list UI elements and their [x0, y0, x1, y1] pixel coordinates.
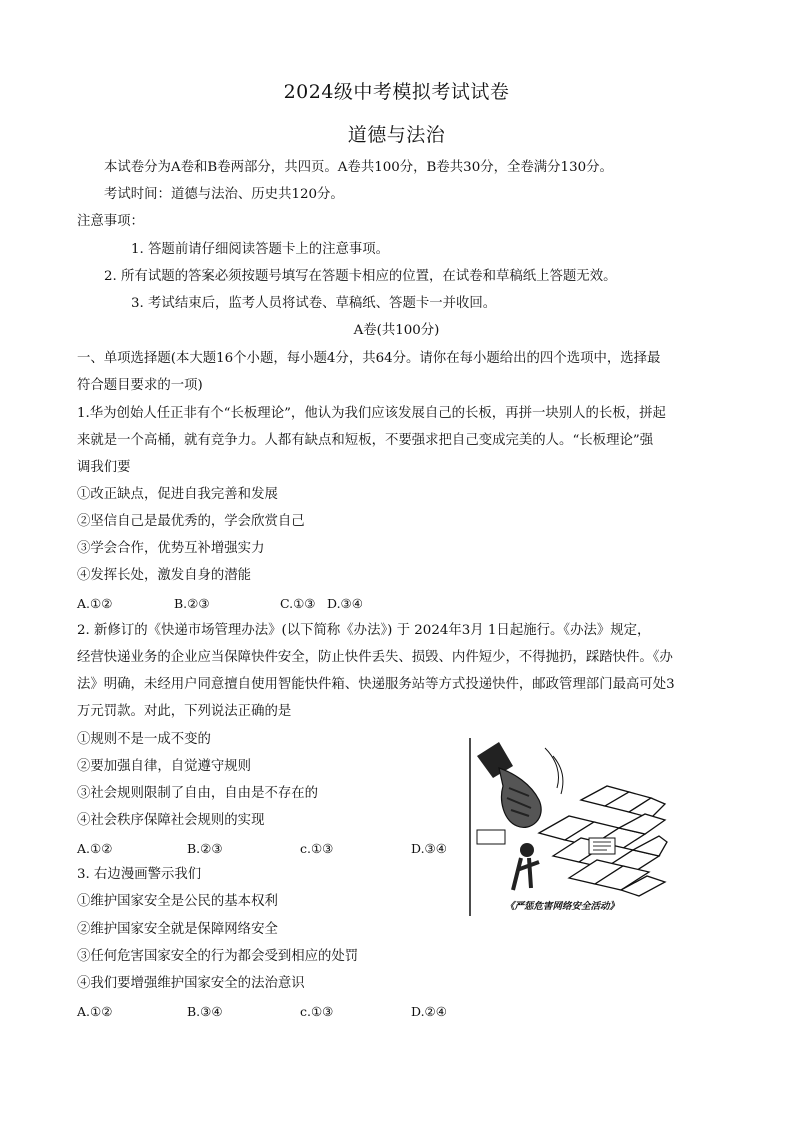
note-item: 3. 考试结束后，监考人员将试卷、草稿纸、答题卡一并收回。 — [131, 296, 497, 311]
option-c: C.①③ — [280, 596, 316, 611]
cartoon-caption: 《严惩危害网络安全活动》 — [505, 901, 620, 912]
question-stem: 1.华为创始人任正非有个“长板理论”，他认为我们应该发展自己的长板，再拼一块别人的长板，拼起 — [77, 406, 666, 421]
part-heading: 符合题目要求的一项) — [77, 378, 203, 393]
question-stem: 3. 右边漫画警示我们 — [77, 867, 202, 882]
option-b: B.②③ — [187, 841, 223, 856]
statement-item: ④社会秩序保障社会规则的实现 — [77, 813, 265, 828]
statement-item: ④我们要增强维护国家安全的法治意识 — [77, 976, 305, 991]
question-stem: 2. 新修订的《快递市场管理办法》(以下简称《办法》) 于 2024年3月 1日起施行。《办法》规定， — [77, 623, 651, 638]
option-a: A.①② — [77, 596, 113, 611]
statement-item: ③社会规则限制了自由，自由是不存在的 — [77, 786, 319, 801]
cartoon-image — [469, 738, 668, 916]
option-d: D.②④ — [411, 1004, 447, 1019]
option-d: D.③④ — [327, 596, 363, 611]
statement-item: ③任何危害国家安全的行为都会受到相应的处罚 — [77, 949, 359, 964]
statement-item: ①维护国家安全是公民的基本权利 — [77, 894, 278, 909]
option-a: A.①② — [77, 1004, 113, 1019]
option-a: A.①② — [77, 841, 113, 856]
statement-item: ①规则不是一成不变的 — [77, 732, 211, 747]
question-stem: 经营快递业务的企业应当保障快件安全，防止快件丢失、损毁、内件短少，不得抛扔，踩踏快件。《办 — [77, 650, 673, 665]
note-item: 2. 所有试题的答案必须按题号填写在答题卡相应的位置，在试卷和草稿纸上答题无效。 — [104, 269, 617, 284]
exam-title: 2024级中考模拟考试试卷 — [283, 81, 510, 103]
option-d: D.③④ — [411, 841, 447, 856]
question-stem: 来就是一个高桶，就有竞争力。人都有缺点和短板，不要强求把自己变成完美的人。“长板理论”强 — [77, 433, 654, 448]
subject-title: 道德与法治 — [347, 124, 446, 146]
note-item: 1. 答题前请仔细阅读答题卡上的注意事项。 — [131, 242, 390, 257]
statement-item: ②维护国家安全就是保障网络安全 — [77, 922, 278, 937]
section-heading: A卷(共100分) — [353, 323, 440, 338]
question-stem: 万元罚款。对此，下列说法正确的是 — [77, 704, 292, 719]
question-stem: 法》明确，未经用户同意擅自使用智能快件箱、快递服务站等方式投递快件，邮政管理部门最高可处3 — [77, 677, 675, 692]
statement-item: ③学会合作，优势互补增强实力 — [77, 541, 265, 556]
statement-item: ④发挥长处，激发自身的潜能 — [77, 568, 252, 583]
notes-heading: 注意事项： — [77, 214, 144, 229]
intro-line: 考试时间：道德与法治、历史共120分。 — [104, 187, 344, 202]
part-heading: 一、单项选择题(本大题16个小题，每小题4分，共64分。请你在每小题给出的四个选项中，选择最 — [77, 351, 661, 366]
option-b: B.③④ — [187, 1004, 223, 1019]
statement-item: ①改正缺点，促进自我完善和发展 — [77, 487, 278, 502]
option-b: B.②③ — [174, 596, 210, 611]
cartoon-illustration — [469, 738, 668, 916]
option-c: c.①③ — [300, 841, 334, 856]
statement-item: ②要加强自律，自觉遵守规则 — [77, 759, 252, 774]
statement-item: ②坚信自己是最优秀的，学会欣赏自己 — [77, 514, 305, 529]
intro-line: 本试卷分为A卷和B卷两部分，共四页。A卷共100分，B卷共30分，全卷满分130分。 — [104, 160, 613, 175]
option-c: c.①③ — [300, 1004, 334, 1019]
question-stem: 调我们要 — [77, 460, 131, 475]
